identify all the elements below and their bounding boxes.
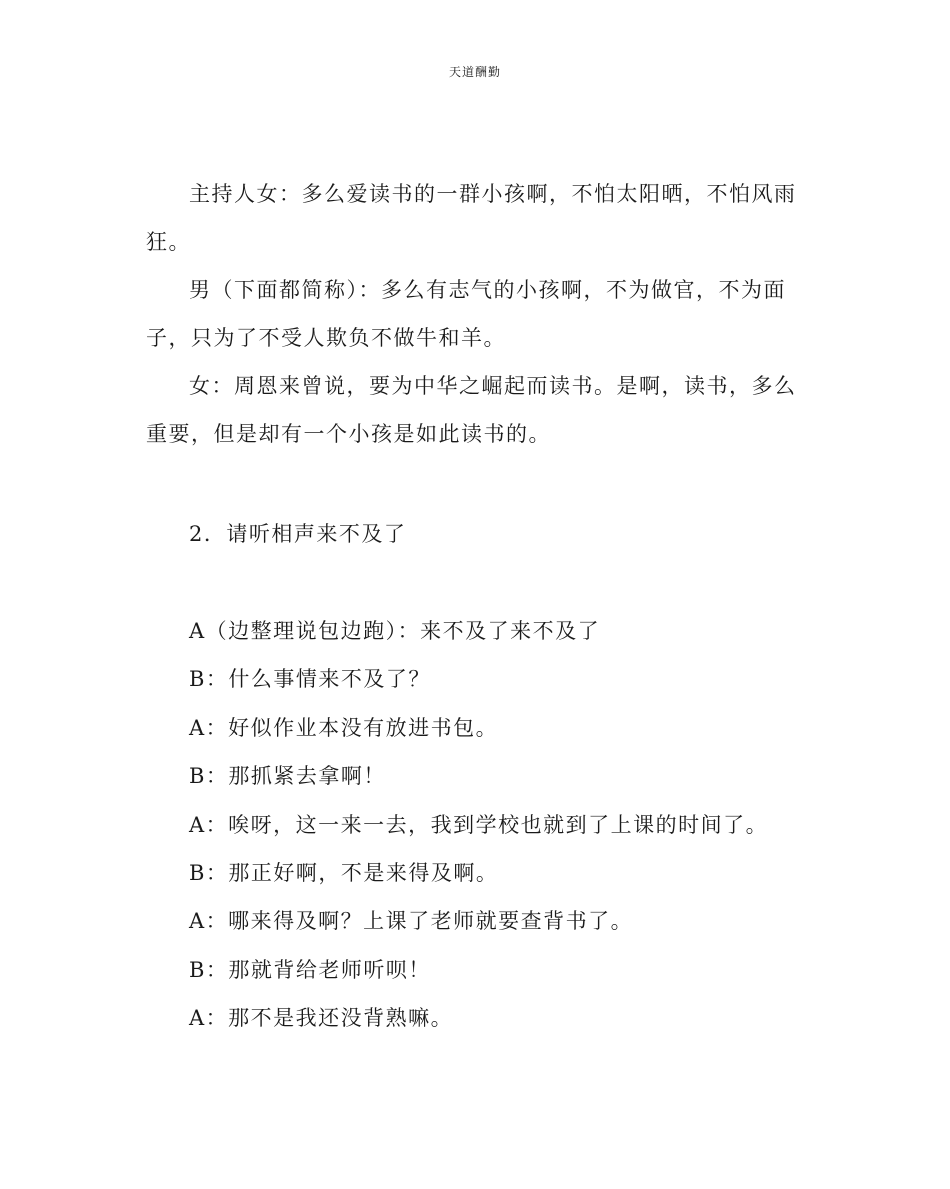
- dialogue-line-5: A：唉呀，这一来一去，我到学校也就到了上课的时间了。: [189, 812, 769, 837]
- intro-paragraph-2: 男（下面都简称）：多么有志气的小孩啊，不为做官，不为面子，只为了不受人欺负不做牛和羊。: [146, 278, 786, 350]
- intro-section: [146, 170, 806, 458]
- section-heading: 2．请听相声来不及了: [189, 522, 407, 546]
- dialogue-line-9: A：那不是我还没背熟嘛。: [189, 1006, 454, 1031]
- dialogue-line-7: A：哪来得及啊？上课了老师就要查背书了。: [189, 909, 634, 934]
- dialogue-line-1: A（边整理说包边跑）：来不及了来不及了: [189, 619, 601, 643]
- intro-paragraph-3: 女：周恩来曾说，要为中华之崛起而读书。是啊，读书，多么重要，但是却有一个小孩是如此读书的。: [146, 374, 797, 446]
- dialogue-line-4: B：那抓紧去拿啊！: [189, 764, 386, 789]
- section-heading-block: [189, 510, 406, 558]
- dialogue-line-8: B：那就背给老师听呗！: [189, 957, 431, 982]
- page-header: 天道酬勤: [448, 65, 501, 79]
- dialogue-line-6: B：那正好啊，不是来得及啊。: [189, 861, 499, 886]
- dialogue-section: [189, 607, 768, 1043]
- dialogue-line-3: A：好似作业本没有放进书包。: [189, 715, 499, 740]
- dialogue-line-2: B：什么事情来不及了？: [189, 667, 431, 692]
- intro-paragraph-1: 主持人女：多么爱读书的一群小孩啊，不怕太阳晒，不怕风雨狂。: [146, 182, 797, 254]
